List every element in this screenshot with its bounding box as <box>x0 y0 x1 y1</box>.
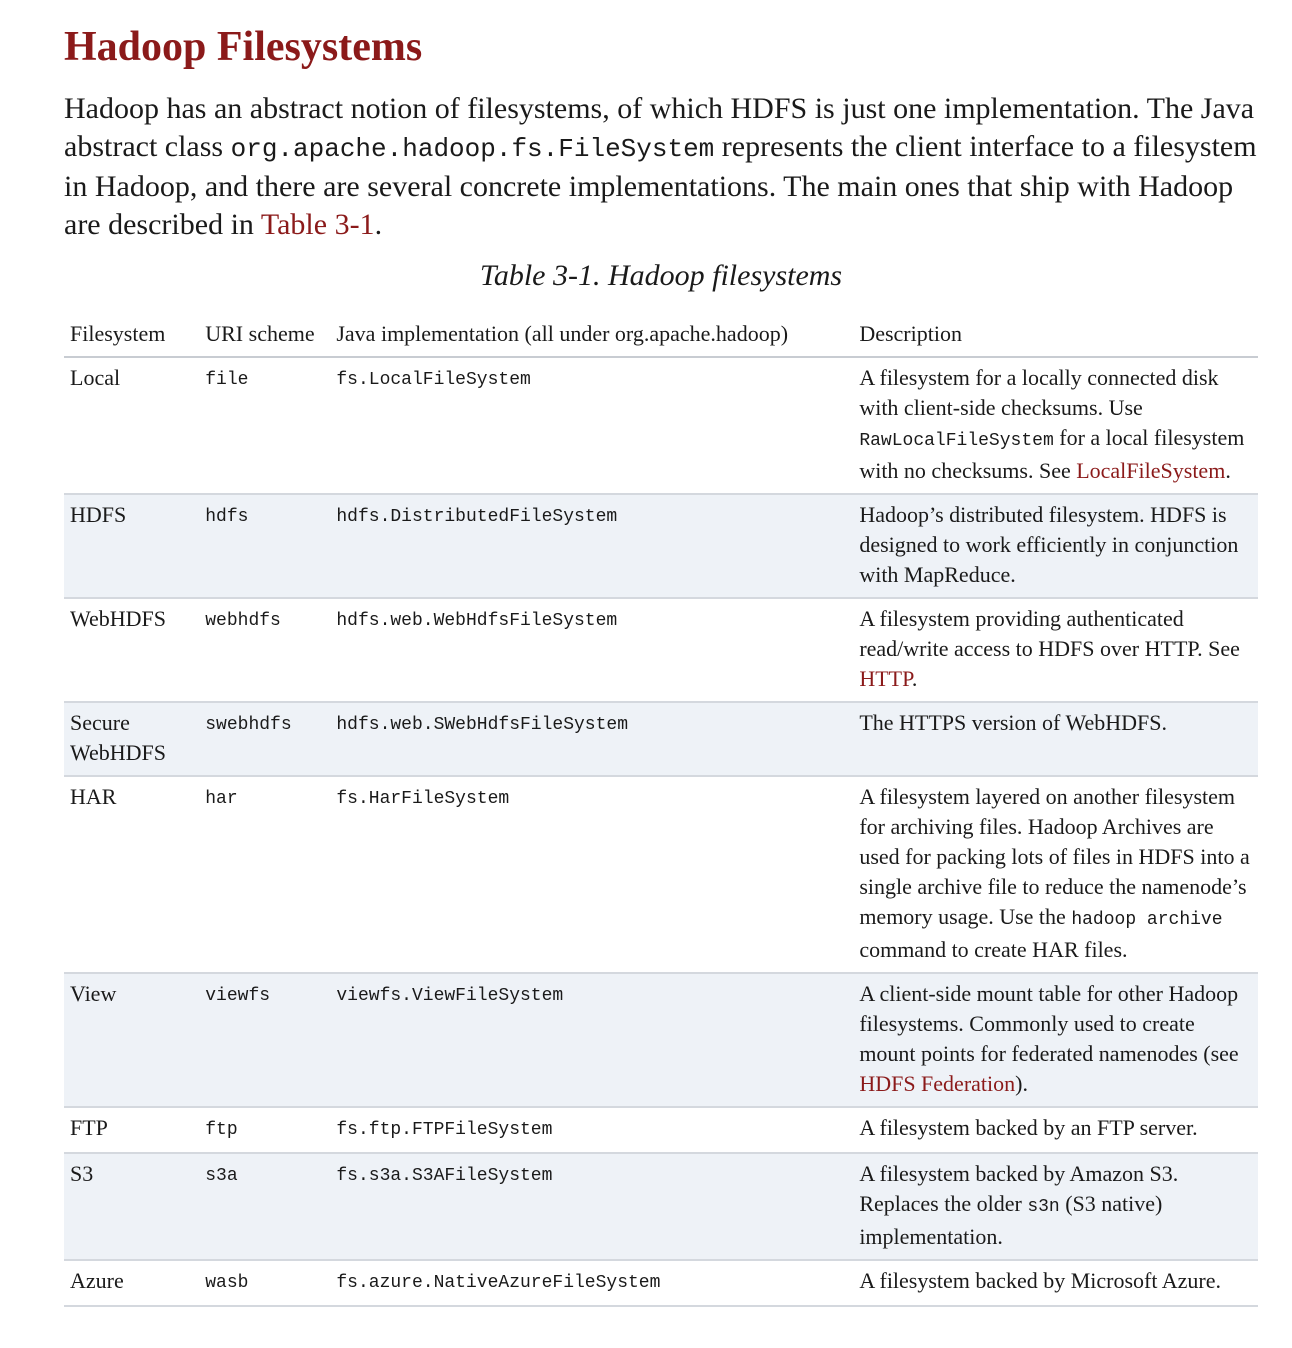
cell-uri: hdfs <box>205 507 249 527</box>
intro-text-1: Hadoop has an abstract notion of filesystems, of which HDFS is just one implementation. The Java abstract class <box>64 92 1255 163</box>
cell-uri: swebhdfs <box>205 715 292 735</box>
cell-java: fs.ftp.FTPFileSystem <box>336 1120 553 1140</box>
bottom-fade <box>0 1338 1292 1348</box>
table-reference-link[interactable]: Table 3-1 <box>260 208 375 241</box>
cell-description <box>853 357 1258 494</box>
header-description: Description <box>859 321 962 346</box>
http-link[interactable]: HTTP <box>859 666 912 691</box>
table-row-view <box>64 973 1258 1107</box>
desc-code: hadoop archive <box>1071 910 1223 930</box>
table-caption: Table 3-1. Hadoop filesystems <box>479 259 843 292</box>
cell-uri: file <box>205 370 249 390</box>
cell-description: A filesystem backed by an FTP server. <box>859 1115 1198 1140</box>
desc-text: A filesystem providing authenticated read/write access to HDFS over HTTP. See <box>859 606 1240 661</box>
header-java-implementation: Java implementation (all under org.apache.hadoop) <box>336 321 789 346</box>
cell-description: A filesystem backed by Microsoft Azure. <box>859 1268 1222 1293</box>
desc-code: RawLocalFileSystem <box>859 431 1054 451</box>
cell-java: viewfs.ViewFileSystem <box>336 986 564 1006</box>
cell-java: fs.LocalFileSystem <box>336 370 531 390</box>
cell-java: fs.s3a.S3AFileSystem <box>336 1166 553 1186</box>
cell-filesystem: S3 <box>70 1161 94 1186</box>
cell-filesystem: HDFS <box>70 502 127 527</box>
cell-filesystem: View <box>70 981 117 1006</box>
desc-text: A client-side mount table for other Hadoop filesystems. Commonly used to create mount points for federated namenodes (see <box>859 981 1239 1066</box>
table-row-s3 <box>64 1153 1258 1260</box>
table-row-azure <box>64 1260 1258 1306</box>
cell-description <box>853 1153 1258 1260</box>
desc-text: . <box>911 666 918 691</box>
intro-text-3: . <box>374 208 383 241</box>
cell-uri: s3a <box>205 1166 238 1186</box>
filesystems-table <box>64 314 1258 1307</box>
intro-class-name: org.apache.hadoop.fs.FileSystem <box>230 134 715 164</box>
hdfs-federation-link[interactable]: HDFS Federation <box>859 1071 1016 1096</box>
cell-filesystem: Local <box>70 365 121 390</box>
desc-text: ). <box>1015 1071 1028 1096</box>
cell-filesystem: WebHDFS <box>70 606 167 631</box>
cell-filesystem: Secure WebHDFS <box>70 710 167 765</box>
cell-filesystem: FTP <box>70 1115 108 1140</box>
cell-java: hdfs.DistributedFileSystem <box>336 507 618 527</box>
cell-uri: ftp <box>205 1120 238 1140</box>
cell-uri: webhdfs <box>205 611 281 631</box>
cell-java: hdfs.web.SWebHdfsFileSystem <box>336 715 629 735</box>
desc-text: command to create HAR files. <box>859 937 1128 962</box>
table-row-hdfs <box>64 494 1258 598</box>
desc-text: . <box>1225 458 1231 483</box>
cell-uri: wasb <box>205 1273 249 1293</box>
header-filesystem: Filesystem <box>70 321 166 346</box>
desc-text: for a local filesystem with no checksums. See <box>859 425 1245 483</box>
header-uri-scheme: URI scheme <box>205 321 315 346</box>
cell-description: Hadoop’s distributed filesystem. HDFS is designed to work efficiently in conjunction with MapReduce. <box>859 502 1239 587</box>
cell-description <box>853 598 1258 702</box>
desc-text: A filesystem layered on another filesystem for archiving files. Hadoop Archives are used for packing lots of files in HDFS into a single archive file to reduce the namenode’s memory usage. Use the <box>859 784 1250 929</box>
cell-filesystem: HAR <box>70 784 117 809</box>
desc-text: (S3 native) implementation. <box>859 1191 1163 1249</box>
cell-uri: har <box>205 789 238 809</box>
cell-description <box>853 776 1258 973</box>
cell-java: fs.azure.NativeAzureFileSystem <box>336 1273 661 1293</box>
desc-code: s3n <box>1027 1197 1060 1217</box>
table-row-local <box>64 357 1258 494</box>
cell-filesystem: Azure <box>70 1268 124 1293</box>
intro-paragraph <box>64 90 1258 244</box>
cell-description: The HTTPS version of WebHDFS. <box>859 710 1167 735</box>
intro-text-2: represents the client interface to a filesystem in Hadoop, and there are several concrete implementations. The main ones that ship with Hadoop are described in <box>64 130 1257 241</box>
table-row-ftp <box>64 1107 1258 1153</box>
localfilesystem-link[interactable]: LocalFileSystem <box>1076 458 1226 483</box>
table-row-secure-webhdfs <box>64 702 1258 776</box>
cell-description <box>853 973 1258 1107</box>
table-header-row <box>64 314 1258 357</box>
cell-java: hdfs.web.WebHdfsFileSystem <box>336 611 618 631</box>
desc-text: A filesystem for a locally connected disk with client-side checksums. Use <box>859 365 1219 420</box>
cell-java: fs.HarFileSystem <box>336 789 510 809</box>
desc-text: A filesystem backed by Amazon S3. Replaces the older <box>859 1161 1179 1216</box>
page-title: Hadoop Filesystems <box>64 24 423 70</box>
table-row-webhdfs <box>64 598 1258 702</box>
table-row-har <box>64 776 1258 973</box>
cell-uri: viewfs <box>205 986 271 1006</box>
